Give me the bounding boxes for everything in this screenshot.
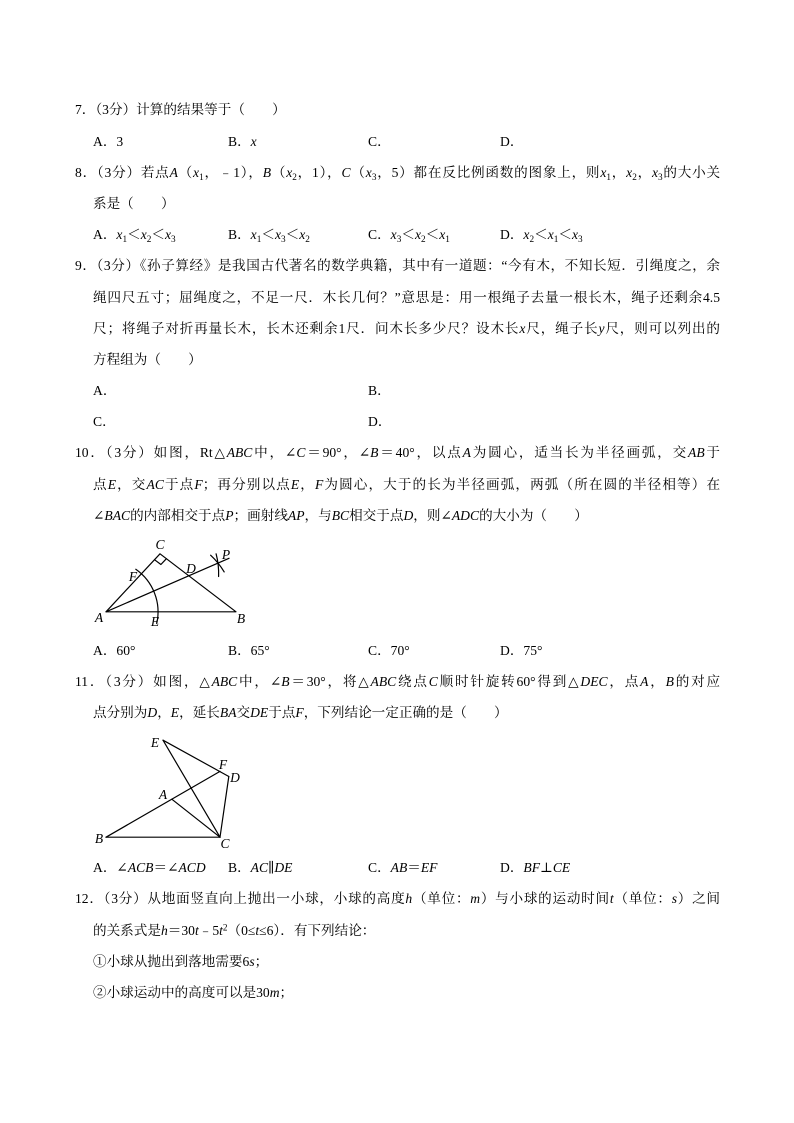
text-run: ，则∠	[413, 507, 452, 523]
q10-figure	[0, 531, 794, 635]
text-run: 中，∠	[237, 674, 282, 690]
text-run: B．	[228, 860, 251, 876]
question-8	[0, 157, 794, 251]
subscript: 2	[305, 233, 310, 244]
label-c: C	[220, 835, 230, 851]
question-11	[0, 666, 794, 883]
q10-option-c	[368, 635, 410, 666]
math-variable: x	[140, 227, 147, 243]
q11-geometry-diagram	[0, 729, 794, 853]
math-variable: AP	[287, 507, 305, 523]
q10-geometry-diagram	[0, 531, 794, 635]
q10-stem-line-2	[93, 469, 720, 500]
q11-options	[0, 852, 794, 883]
text-run: ，	[157, 705, 171, 721]
subscript: 2	[292, 171, 297, 182]
q11-option-c	[368, 852, 437, 883]
q8-option-a	[93, 219, 176, 250]
text-run: ；	[279, 984, 294, 1000]
math-variable: AB	[390, 860, 408, 876]
math-variable: F	[194, 476, 203, 492]
superscript: 2	[222, 921, 228, 932]
text-run: ；画射线	[233, 507, 288, 523]
subscript: 3	[280, 233, 286, 244]
q12-stem-line-2	[93, 915, 720, 946]
text-run: ，下列结论一定正确的是（ ）	[303, 705, 508, 721]
subscript: 2	[146, 233, 152, 244]
math-variable: A	[169, 164, 178, 180]
math-variable: A	[640, 674, 649, 690]
text-run: 系是（ ）	[93, 195, 175, 211]
math-variable: ADC	[451, 507, 480, 523]
text-run: B．	[368, 383, 391, 399]
math-variable: x	[299, 227, 306, 243]
text-run: 尺，绳子长	[525, 320, 599, 336]
q9-option-row	[0, 406, 794, 437]
label-f: F	[128, 568, 138, 584]
q8-options	[0, 219, 794, 250]
q12-stem-line-1	[75, 883, 720, 914]
text-run: （单位：	[412, 891, 471, 907]
subscript: 3	[658, 171, 663, 182]
q9-option-a	[93, 375, 116, 406]
text-run: A．3	[93, 133, 124, 149]
math-variable: x	[626, 164, 633, 180]
math-variable: x	[365, 164, 372, 180]
text-run: 7．（3分）计算的结果等于（ ）	[75, 102, 286, 118]
subscript: 2	[632, 171, 637, 182]
text-run: ，与	[304, 507, 332, 523]
q9-option-c	[93, 406, 116, 437]
subscript: 1	[122, 233, 128, 244]
text-run: A．	[93, 227, 117, 243]
q10-stem-line-1	[75, 437, 720, 468]
text-run: ②小球运动中的高度可以是30	[93, 984, 270, 1000]
text-run: 于点	[268, 705, 296, 721]
math-variable: x	[547, 227, 554, 243]
math-variable: x	[274, 227, 281, 243]
math-variable: BF	[523, 860, 541, 876]
text-run: B．	[228, 227, 251, 243]
math-variable: x	[519, 320, 526, 336]
text-run: 交	[236, 705, 251, 721]
math-variable: m	[470, 891, 481, 907]
text-run: ＜	[534, 227, 548, 243]
text-run: B．65°	[228, 643, 270, 659]
q10-stem-line-3	[93, 500, 720, 531]
segment-bf	[106, 771, 220, 837]
subscript: 2	[529, 233, 535, 244]
text-run: 尺，则可以列出的	[604, 320, 721, 336]
q11-stem	[0, 666, 794, 728]
text-run: 9．（3分）《孙子算经》是我国古代著名的数学典籍，其中有一道题：“今有木，不知长短．引绳度之，余	[75, 258, 720, 274]
right-angle-mark	[155, 559, 167, 565]
math-variable: x	[600, 164, 607, 180]
q7-stem	[0, 94, 794, 125]
q9-option-b	[368, 375, 391, 406]
math-variable: CE	[552, 860, 571, 876]
math-variable: B	[370, 445, 379, 461]
q9-option-row	[0, 375, 794, 406]
math-variable: E	[107, 476, 117, 492]
q8-stem	[0, 157, 794, 219]
text-run: A．60°	[93, 643, 136, 659]
text-run: D．	[500, 860, 524, 876]
math-variable: h	[405, 891, 413, 907]
text-run: ＝30°，将△	[289, 674, 371, 690]
text-run: 12．（3分）从地面竖直向上抛出一小球，小球的高度	[75, 891, 406, 907]
text-run: 绳四尺五寸；屈绳度之，不足一尺．木长几何？”意思是：用一根绳子去量一根长木，绳子还剩余4.5	[93, 289, 720, 305]
q10-options	[0, 635, 794, 666]
q10-stem	[0, 437, 794, 531]
text-run: ，	[648, 674, 666, 690]
text-run: ＜	[401, 227, 415, 243]
question-9	[0, 250, 794, 437]
q10-option-a	[93, 635, 135, 666]
subscript: 1	[256, 233, 262, 244]
math-variable: x	[439, 227, 446, 243]
q8-option-c	[368, 219, 450, 250]
subscript: 1	[445, 233, 450, 244]
text-run: ＝40°，以点	[378, 445, 463, 461]
subscript: 1	[199, 171, 204, 182]
text-run: 方程组为（ ）	[93, 351, 202, 367]
text-run: 的内部相交于点	[130, 507, 226, 523]
text-run: 尺；将绳子对折再量长木，长木还剩余1尺．问木长多少尺？设木长	[93, 320, 520, 336]
q11-option-d	[500, 852, 570, 883]
q7-option-row	[0, 126, 794, 157]
q7-stem-line-1	[75, 94, 720, 125]
text-run: ，	[636, 164, 652, 180]
label-f: F	[218, 756, 228, 772]
label-b: B	[94, 830, 104, 846]
text-run: ，点	[607, 674, 641, 690]
text-run: D．	[500, 133, 524, 149]
q10-option-d	[500, 635, 542, 666]
text-run: ，	[610, 164, 627, 180]
text-run: 的大小为（ ）	[479, 507, 588, 523]
q8-option-b	[228, 219, 310, 250]
math-variable: t	[194, 922, 199, 938]
text-run: 8．（3分）若点	[75, 164, 170, 180]
text-run: 10．（3分）如图，Rt△	[75, 445, 227, 461]
text-run: ＜	[558, 227, 572, 243]
text-run: ＝	[407, 860, 421, 876]
math-variable: C	[296, 445, 306, 461]
text-run: ，﹣1），	[203, 164, 263, 180]
text-run: （	[271, 164, 287, 180]
math-variable: x	[164, 227, 171, 243]
text-run: D．	[368, 414, 392, 430]
text-run: 于	[704, 445, 721, 461]
text-run: ＜	[285, 227, 300, 243]
q12-statement-1	[93, 946, 720, 977]
math-variable: x	[286, 164, 293, 180]
q7-option-a	[93, 126, 123, 157]
math-variable: x	[193, 164, 200, 180]
text-run: ，交	[116, 476, 147, 492]
text-run: 点分别为	[93, 705, 148, 721]
text-run: ，	[299, 476, 315, 492]
q12-statements	[0, 946, 794, 1008]
segment-ec	[163, 740, 220, 837]
q7-options	[0, 126, 794, 157]
q10-option-b	[228, 635, 270, 666]
ray-ap	[106, 558, 229, 612]
text-run: A．∠	[93, 860, 128, 876]
math-variable: h	[160, 922, 168, 938]
label-e: E	[150, 734, 160, 750]
q11-stem-line-1	[75, 666, 720, 697]
text-run: 于点	[163, 476, 195, 492]
math-variable: AC	[250, 860, 269, 876]
q11-option-a	[93, 852, 206, 883]
text-run: D．75°	[500, 643, 543, 659]
label-e: E	[150, 613, 160, 629]
math-variable: t	[219, 922, 223, 938]
text-run: ＜	[127, 227, 141, 243]
text-run: ，5）都在反比例函数的图象上，则	[376, 164, 601, 180]
text-run: A．	[93, 383, 117, 399]
text-run: ；	[254, 953, 269, 969]
text-run: ，1），	[296, 164, 342, 180]
text-run: ）与小球的运动时间	[480, 891, 610, 907]
label-c: C	[155, 536, 165, 552]
text-run: ⊥	[540, 860, 553, 876]
text-run: ≤6）．有下列结论：	[259, 922, 376, 938]
label-a: A	[94, 609, 104, 625]
text-run: C．	[368, 227, 391, 243]
subscript: 1	[606, 171, 611, 182]
math-variable: ABC	[211, 674, 238, 690]
segment-dc	[220, 776, 229, 837]
math-variable: x	[651, 164, 659, 180]
q9-option-d	[368, 406, 391, 437]
subscript: 3	[371, 171, 377, 182]
q9-stem-line-3	[93, 313, 720, 344]
text-run: ＝∠	[153, 860, 179, 876]
text-run: C．70°	[368, 643, 410, 659]
arc-centered-f	[216, 554, 219, 577]
math-variable: B	[281, 674, 290, 690]
math-variable: x	[250, 133, 257, 149]
text-run: 中，∠	[252, 445, 297, 461]
text-run: ）之间	[677, 891, 721, 907]
text-run: ﹣5	[198, 922, 220, 938]
math-variable: F	[295, 705, 304, 721]
text-run: D．	[500, 227, 524, 243]
q7-option-b	[228, 126, 257, 157]
math-variable: x	[414, 227, 421, 243]
math-variable: C	[428, 674, 438, 690]
math-variable: P	[225, 507, 234, 523]
text-run: （	[350, 164, 366, 180]
text-run: 顺时针旋转60°得到△	[437, 674, 581, 690]
math-variable: t	[255, 922, 260, 938]
math-variable: x	[390, 227, 397, 243]
text-run: ＜	[261, 227, 275, 243]
text-run: ＝30	[167, 922, 195, 938]
q12-statement-2	[93, 977, 720, 1008]
math-variable: x	[250, 227, 257, 243]
text-run: 的大小关	[662, 164, 721, 180]
math-variable: y	[598, 320, 605, 336]
math-variable: x	[116, 227, 123, 243]
math-variable: AB	[688, 445, 705, 461]
math-variable: C	[341, 164, 351, 180]
q8-stem-line-1	[75, 157, 720, 188]
math-variable: DE	[250, 705, 269, 721]
q11-option-row	[0, 852, 794, 883]
text-run: ＜	[151, 227, 165, 243]
text-run: ∠	[93, 507, 105, 523]
text-run: 相交于点	[349, 507, 404, 523]
math-variable: BA	[219, 705, 237, 721]
math-variable: s	[249, 953, 255, 969]
text-run: ＝90°，∠	[305, 445, 371, 461]
text-run: C．	[93, 414, 116, 430]
text-run: 11．（3分）如图，△	[75, 674, 212, 690]
q8-stem-line-2	[93, 188, 720, 219]
math-variable: BC	[331, 507, 350, 523]
text-run: C．	[368, 133, 391, 149]
math-variable: ACD	[178, 860, 206, 876]
q9-stem-line-4	[93, 344, 720, 375]
q11-stem-line-2	[93, 697, 720, 728]
math-variable: F	[314, 476, 324, 492]
math-variable: ABC	[370, 674, 397, 690]
label-d: D	[230, 769, 240, 785]
math-variable: DE	[274, 860, 293, 876]
q8-option-d	[500, 219, 583, 250]
subscript: 3	[578, 233, 583, 244]
text-run: 为圆心，大于的长为半径画弧，两弧（所在圆的半径相等）在	[323, 476, 721, 492]
q11-option-b	[228, 852, 292, 883]
text-run: 为圆心，适当长为半径画弧，交	[470, 445, 689, 461]
text-run: B．	[228, 133, 251, 149]
q9-stem	[0, 250, 794, 375]
question-7	[0, 94, 794, 156]
q9-options	[0, 375, 794, 437]
math-variable: E	[290, 476, 300, 492]
math-variable: m	[269, 984, 280, 1000]
q12-stem	[0, 883, 794, 945]
q9-stem-line-2	[93, 282, 720, 313]
text-run: ，延长	[179, 705, 220, 721]
q7-option-d	[500, 126, 523, 157]
text-run: ①小球从抛出到落地需要6	[93, 953, 250, 969]
math-variable: DEC	[580, 674, 608, 690]
subscript: 3	[171, 233, 176, 244]
text-run: C．	[368, 860, 391, 876]
text-run: ；再分别以点	[202, 476, 291, 492]
math-variable: B	[665, 674, 674, 690]
subscript: 1	[553, 233, 559, 244]
subscript: 2	[420, 233, 426, 244]
text-run: 点	[93, 476, 108, 492]
label-p: P	[221, 546, 231, 562]
label-d: D	[186, 560, 196, 576]
math-variable: x	[571, 227, 578, 243]
math-variable: s	[671, 891, 678, 907]
q8-option-row	[0, 219, 794, 250]
math-variable: x	[523, 227, 530, 243]
text-run: （单位：	[613, 891, 672, 907]
label-b: B	[236, 610, 246, 626]
text-run: （	[177, 164, 194, 180]
math-variable: BAC	[104, 507, 131, 523]
question-12	[0, 883, 794, 1008]
text-run: ∥	[268, 860, 275, 876]
math-variable: B	[262, 164, 272, 180]
text-run: 的关系式是	[93, 922, 161, 938]
q9-stem-line-1	[75, 250, 720, 281]
q11-figure	[0, 729, 794, 853]
math-variable: EF	[420, 860, 438, 876]
q10-option-row	[0, 635, 794, 666]
text-run: ＜	[425, 227, 440, 243]
text-run: （0≤	[227, 922, 256, 938]
math-variable: t	[609, 891, 614, 907]
math-variable: ABC	[226, 445, 253, 461]
math-variable: E	[170, 705, 180, 721]
math-variable: A	[462, 445, 471, 461]
math-variable: AC	[146, 476, 164, 492]
math-variable: ACB	[127, 860, 154, 876]
math-variable: D	[403, 507, 414, 523]
segment-ac	[172, 799, 220, 837]
subscript: 3	[396, 233, 402, 244]
text-run: 的对应	[673, 674, 721, 690]
text-run: 绕点	[396, 674, 429, 690]
math-variable: D	[147, 705, 158, 721]
label-a: A	[158, 786, 168, 802]
question-10	[0, 437, 794, 666]
q7-option-c	[368, 126, 391, 157]
